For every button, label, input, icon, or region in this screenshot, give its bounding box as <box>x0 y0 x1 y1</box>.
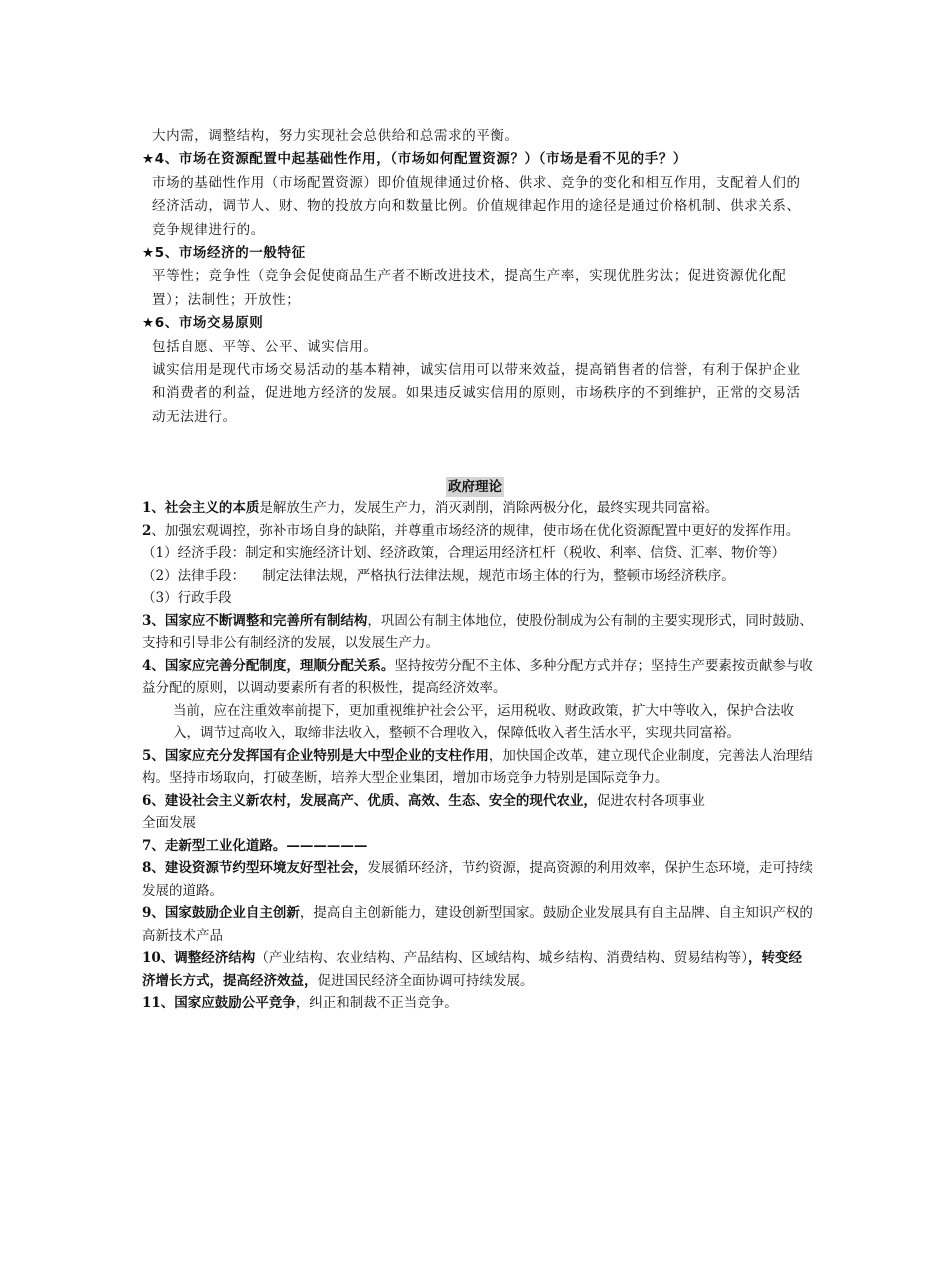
heading-4: ★4、市场在资源配置中起基础性作用，（市场如何配置资源？）（市场是看不见的手？） <box>142 151 687 168</box>
item-3: 3、国家应不断调整和完善所有制结构，巩固公有制主体地位，使股份制成为公有制的主要实现形式，同时鼓励、支持和引导非公有制经济的发展，以发展生产力。 <box>142 612 813 651</box>
item-11: 11、国家应鼓励公平竞争，纠正和制裁不正当竞争。 <box>142 995 458 1011</box>
heading-5: ★5、市场经济的一般特征 <box>142 245 306 262</box>
item-1: 1、社会主义的本质是解放生产力，发展生产力，消灭剥削，消除两极分化，最终实现共同富裕。 <box>142 500 719 516</box>
paragraph-4: 市场的基础性作用（市场配置资源）即价值规律通过价格、供求、竞争的变化和相互作用，支配着人们的经济活动，调节人、财、物的投放方向和数量比例。价值规律起作用的途径是通过价格机制、供求关系、竞争规律进行的。 <box>152 174 801 238</box>
item-4-paragraph-2: 当前，应在注重效率前提下，更加重视维护社会公平，运用税收、财政政策，扩大中等收入，保护合法收入，调节过高收入，取缔非法收入，整顿不合理收入，保障低收入者生活水平，实现共同富裕。 <box>173 702 794 741</box>
item-8: 8、建设资源节约型环境友好型社会，发展循环经济，节约资源，提高资源的利用效率，保护生态环境，走可持续发展的道路。 <box>142 860 813 899</box>
heading-6: ★6、市场交易原则 <box>142 315 264 332</box>
paragraph-6b: 诚实信用是现代市场交易活动的基本精神，诚实信用可以带来效益，提高销售者的信誉，有利于保护企业和消费者的利益，促进地方经济的发展。如果违反诚实信用的原则，市场秩序的不到维护，正常的交易活动无法进行。 <box>152 362 801 425</box>
item-9: 9、国家鼓励企业自主创新，提高自主创新能力，建设创新型国家。鼓励企业发展具有自主品牌、自主知识产权的高新技术产品 <box>142 905 813 944</box>
item-2: 2、加强宏观调控，弥补市场自身的缺陷，并尊重市场经济的规律，使市场在优化资源配置中更好的发挥作用。 <box>142 522 800 539</box>
item-6-line-2: 全面发展 <box>142 815 196 831</box>
item-6: 6、建设社会主义新农村，发展高产、优质、高效、生态、安全的现代农业，促进农村各项事业 <box>142 792 705 809</box>
item-2-sub-2: （2）法律手段： 制定法律法规，严格执行法律法规，规范市场主体的行为，整顿市场经济秩序。 <box>142 567 735 584</box>
section-title: 政府理论 <box>448 479 502 495</box>
section-title-wrap <box>0 476 950 497</box>
paragraph-5: 平等性；竞争性（竞争会促使商品生产者不断改进技术，提高生产率，实现优胜劣汰；促进资源优化配置）；法制性；开放性； <box>152 268 787 308</box>
government-theory-section <box>142 497 814 1015</box>
item-2-sub-1: （1）经济手段：制定和实施经济计划、经济政策，合理运用经济杠杆（税收、利率、信贷、汇率、物价等） <box>142 545 786 561</box>
item-5: 5、国家应充分发挥国有企业特别是大中型企业的支柱作用，加快国企改革，建立现代企业制度，完善法人治理结构。坚持市场取向，打破垄断，培养大型企业集团，增加市场竞争力特别是国际竞争力。 <box>142 747 813 786</box>
item-10: 10、调整经济结构（产业结构、农业结构、产品结构、区域结构、城乡结构、消费结构、贸易结构等），转变经济增长方式，提高经济效益，促进国民经济全面协调可持续发展。 <box>142 950 803 989</box>
item-7: 7、走新型工业化道路。—————— <box>142 837 368 854</box>
item-2-sub-3: （3）行政手段 <box>142 590 232 606</box>
market-theory-section <box>142 125 814 429</box>
item-4: 4、国家应完善分配制度，理顺分配关系。坚持按劳分配不主体、多种分配方式并存；坚持生产要素按贡献参与收益分配的原则，以调动要素所有者的积极性，提高经济效率。 <box>142 657 813 696</box>
paragraph-6a: 包括自愿、平等、公平、诚实信用。 <box>152 338 378 355</box>
intro-continuation: 大内需，调整结构，努力实现社会总供给和总需求的平衡。 <box>152 128 519 144</box>
